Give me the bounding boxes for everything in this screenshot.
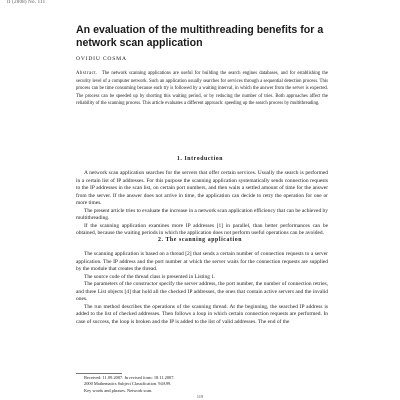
paragraph: A network scan application searches for the servers that offer certain services. Usually the search is performed in a certain list of IP addresses. For this purpose the scanning application systematically sends connection requests to the IP addresses in the scan list, on certain port numbers, and then waits a settled amount of time for the answer from the server. If the answer does not arrive in time, the application can decide to retry the operation for one or more times. xyxy=(76,170,328,207)
section-scanning-body xyxy=(76,251,328,326)
footnote-divider xyxy=(76,373,122,374)
paragraph: The source code of the thread class is presented in Listing 1. xyxy=(84,273,216,280)
paragraph: The present article tries to evaluate the increase in a network scan application efficiency that can be achieved by multithreading. xyxy=(76,207,328,222)
paragraph: If the scanning application examines more IP addresses [1] in parallel, than better performances can be obtained, because the waiting periods in which the application does not perform useful operations can be avoided. xyxy=(76,222,328,237)
paragraph: The scanning application is based on a thread [2] that sends a certain number of connection requests to a server application. The IP address and the port number at which the server waits for the connection requests are supplied by the module that creates the thread. xyxy=(76,251,328,273)
section-heading-scanning-application: 2. The scanning application xyxy=(157,237,243,243)
footnote-received: Received: 11.09.2007. In revised form: 18.11.2007. xyxy=(84,375,175,380)
abstract-text: The network scanning applications are useful for building the search engines databases, and for establishing the security level of a computer network. Such an application usually searches for services through a sequential detection process. This process can be time consuming because each try is followed by a waiting interval, in which the answer from the server is expected. The process can be speeded up by shorting this waiting period, or by reducing the number of tries. Both approaches affect the reliability of the scanning process. This article evaluates a different approach: speeding up the search process by multithreading. xyxy=(76,71,328,106)
author-name: OVIDIU COSMA xyxy=(76,56,127,62)
paragraph: The run method describes the operations of the scanning thread. At the beginning, the searched IP address is added to the list of checked addresses. Then follows a loop in which certain connection requests are performed. In case of success, the loop is broken and the IP is added to the list of valid addresses. The end of the xyxy=(76,303,328,325)
running-head: II (2008) No. 111 xyxy=(7,0,46,5)
footnotes xyxy=(76,375,328,394)
footnote-keywords: Key words and phrases. Network scan. xyxy=(84,387,153,393)
abstract-label: Abstract. xyxy=(76,71,98,76)
paper-title: An evaluation of the multithreading benefits for a network scan application xyxy=(76,24,324,49)
section-introduction-body xyxy=(76,170,328,238)
footnote-classification: 2000 Mathematics Subject Classification. 94A99. xyxy=(84,381,172,387)
abstract xyxy=(76,70,328,108)
page-number: 119 xyxy=(196,394,204,399)
paragraph: The parameters of the constructor specify the server address, the port number, the number of connection retries, and three List objects [4] that hold all the checked IP addresses, the ones that contain active servers and the invalid ones. xyxy=(76,281,328,303)
section-heading-introduction: 1. Introduction xyxy=(176,156,224,162)
